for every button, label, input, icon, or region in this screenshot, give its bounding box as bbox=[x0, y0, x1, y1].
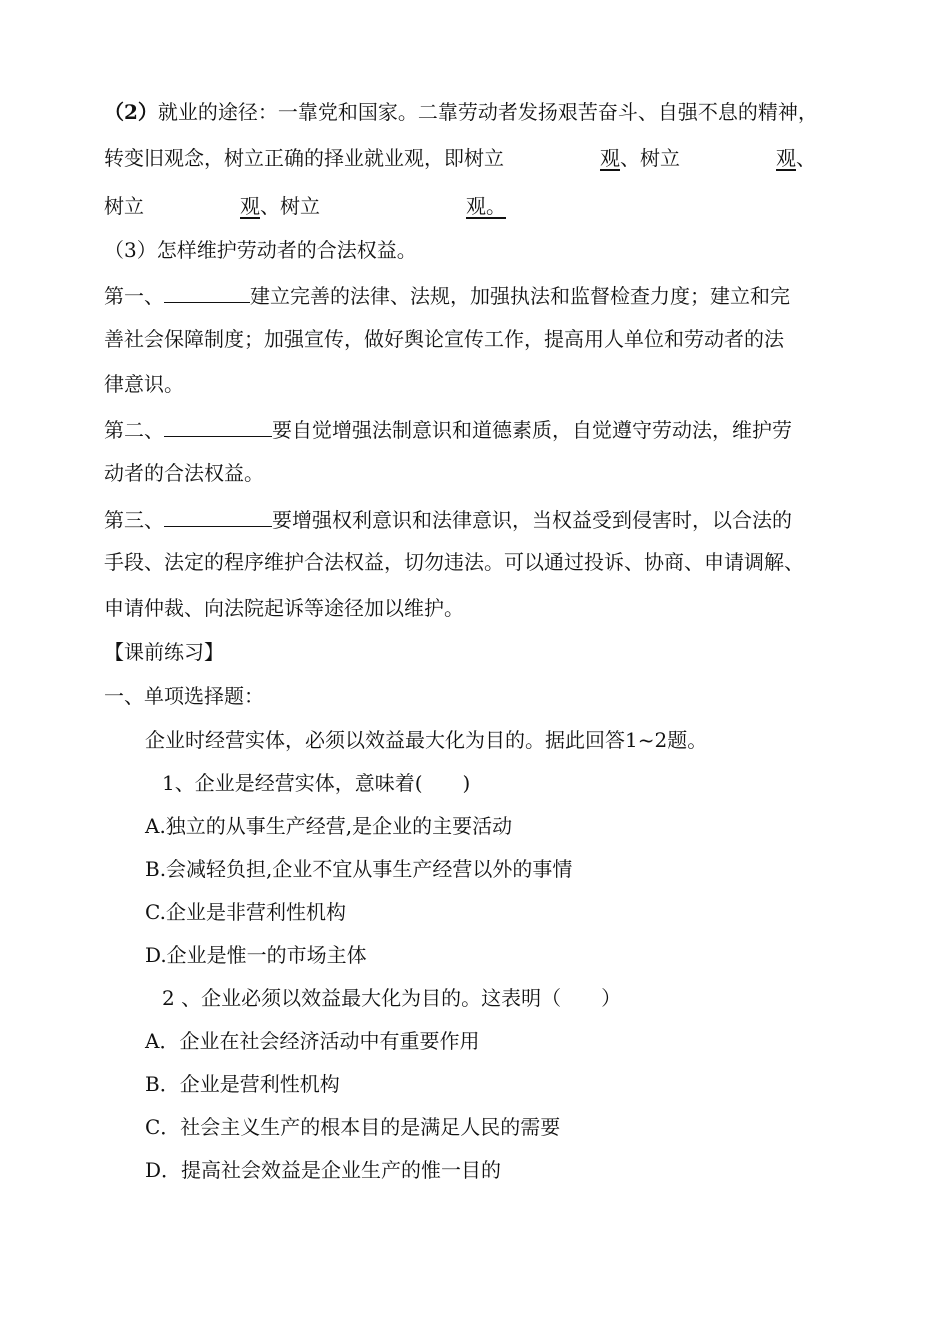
blank-3[interactable]: 观 bbox=[240, 194, 260, 218]
section3-first-line1: 第一、 建立完善的法律、法规，加强执法和监督检查力度；建立和完 bbox=[104, 280, 790, 310]
section3-third-line2: 手段、法定的程序维护合法权益，切勿违法。可以通过投诉、协商、申请调解、 bbox=[104, 550, 804, 574]
blank-1[interactable]: 观 bbox=[600, 146, 620, 170]
practice-part-title: 一、单项选择题： bbox=[104, 684, 264, 708]
section3-first-line2: 善社会保障制度；加强宣传，做好舆论宣传工作，提高用人单位和劳动者的法 bbox=[104, 327, 784, 351]
section3-third-line1: 第三、 要增强权利意识和法律意识，当权益受到侵害时，以合法的 bbox=[104, 504, 792, 534]
section3-first-line3: 律意识。 bbox=[104, 372, 184, 396]
section3-title: （3）怎样维护劳动者的合法权益。 bbox=[104, 238, 417, 262]
section2-line3: 树立 观、树立 观。 bbox=[104, 194, 506, 218]
question-2-option-b[interactable]: B．企业是营利性机构 bbox=[145, 1072, 340, 1096]
blank-second[interactable] bbox=[164, 414, 272, 437]
practice-lead: 企业时经营实体，必须以效益最大化为目的。据此回答1~2题。 bbox=[145, 728, 708, 752]
question-1-option-b[interactable]: B.会减轻负担,企业不宜从事生产经营以外的事情 bbox=[145, 857, 573, 881]
blank-third[interactable] bbox=[164, 504, 272, 527]
section3-second-line2: 动者的合法权益。 bbox=[104, 461, 264, 485]
section3-second-line1: 第二、 要自觉增强法制意识和道德素质，自觉遵守劳动法，维护劳 bbox=[104, 414, 792, 444]
question-1-option-c[interactable]: C.企业是非营利性机构 bbox=[145, 900, 346, 924]
question-2-stem: 2 、企业必须以效益最大化为目的。这表明（ ） bbox=[162, 986, 622, 1010]
section2-number: （2） bbox=[104, 100, 158, 124]
section2-text1: 就业的途径：一靠党和国家。二靠劳动者发扬艰苦奋斗、自强不息的精神， bbox=[157, 100, 818, 124]
section2-text2: 转变旧观念，树立正确的择业就业观，即树立 bbox=[104, 146, 504, 170]
question-1-option-d[interactable]: D.企业是惟一的市场主体 bbox=[145, 943, 367, 967]
section2-line2: 转变旧观念，树立正确的择业就业观，即树立 观、树立 观、 bbox=[104, 146, 816, 170]
blank-4[interactable]: 观。 bbox=[466, 194, 506, 218]
section3-third-line3: 申请仲裁、向法院起诉等途径加以维护。 bbox=[104, 596, 464, 620]
question-1-stem: 1、企业是经营实体，意味着( ) bbox=[162, 771, 471, 795]
section2-line1 bbox=[104, 98, 818, 126]
question-2-option-c[interactable]: C．社会主义生产的根本目的是满足人民的需要 bbox=[145, 1115, 561, 1139]
practice-heading: 【课前练习】 bbox=[104, 640, 224, 664]
question-2-option-a[interactable]: A．企业在社会经济活动中有重要作用 bbox=[145, 1029, 480, 1053]
blank-2[interactable]: 观 bbox=[776, 146, 796, 170]
blank-first[interactable] bbox=[164, 280, 250, 303]
question-2-option-d[interactable]: D．提高社会效益是企业生产的惟一目的 bbox=[145, 1158, 502, 1182]
question-1-option-a[interactable]: A.独立的从事生产经营,是企业的主要活动 bbox=[145, 814, 513, 838]
